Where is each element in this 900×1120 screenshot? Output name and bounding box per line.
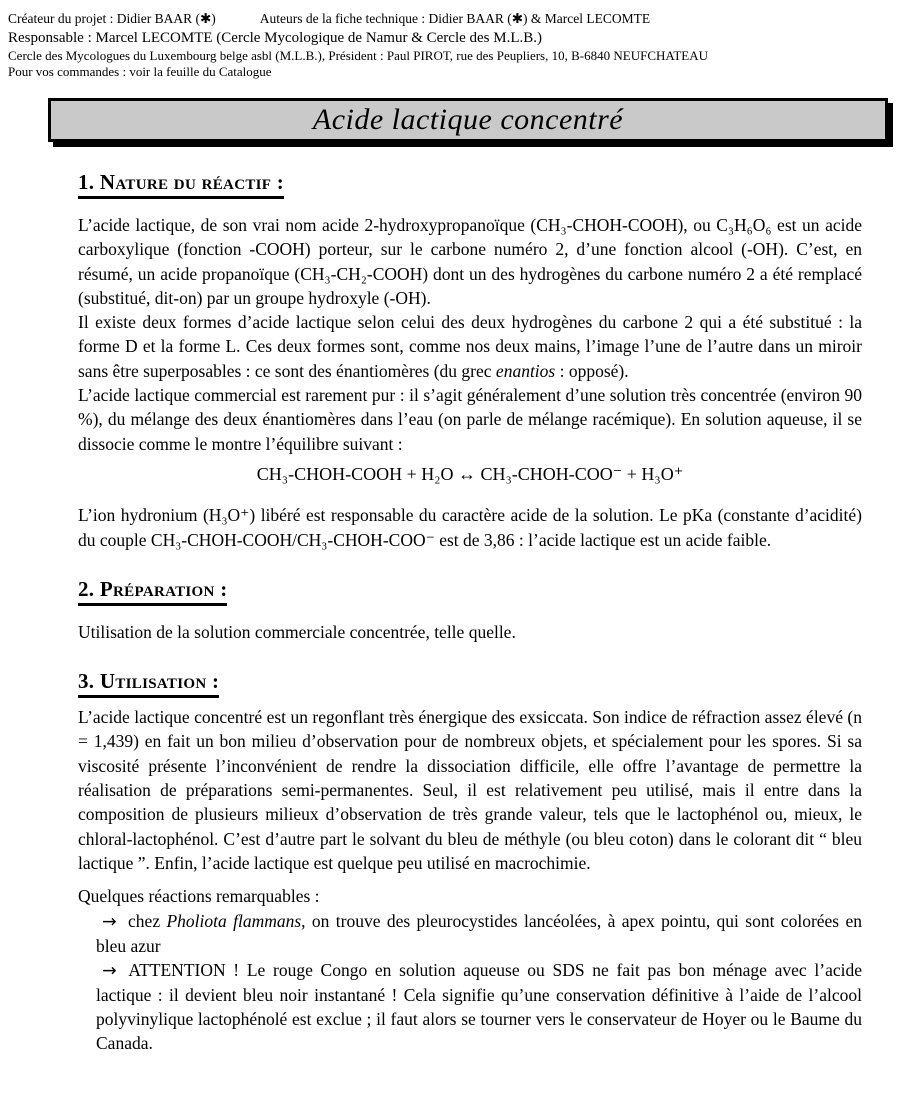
paragraph-commercial: L’acide lactique commercial est rarement pur : il s’agit généralement d’une solution très concentrée (environ 90 %), du mélange des deux énantiomères dans l’eau (on parle de mélange racémique). En solution aqueuse, il se dissocie comme le montre l’équilibre suivant :	[78, 385, 862, 454]
arrow-icon: →	[102, 911, 117, 932]
paragraph-hydronium: L’ion hydronium (H₃O⁺) libéré est responsable du caractère acide de la solution. Le pKa (constante d’acidité) du couple CH₃-CHOH-COOH/CH₃-CHOH-COO⁻ est de 3,86 : l’acide lactique est un acide faible.	[78, 505, 862, 550]
paragraph-preparation: Utilisation de la solution commerciale concentrée, telle quelle.	[78, 621, 516, 642]
authors-text: Auteurs de la fiche technique : Didier BAAR (✱) & Marcel LECOMTE	[259, 11, 651, 26]
header-line-commandes: Pour vos commandes : voir la feuille du Catalogue	[8, 63, 272, 79]
paragraph-deux-formes-italic: enantios	[495, 360, 556, 381]
page-title: Acide lactique concentré	[312, 103, 624, 136]
section-heading-nature-text: 1. Nature du réactif :	[78, 169, 284, 199]
section-heading-utilisation	[78, 668, 862, 698]
title-banner	[48, 98, 888, 142]
remark-pholiota-species: Pholiota flammans	[166, 910, 302, 931]
section-heading-nature	[78, 169, 862, 199]
header-line-cercle: Cercle des Mycologues du Luxembourg belge asbl (M.L.B.), Président : Paul PIROT, rue des Peupliers, 10, B-6840 NEUFCHATEAU	[8, 48, 708, 63]
remark-pholiota-text-a: chez	[121, 910, 167, 931]
remark-attention-text: ATTENTION ! Le rouge Congo en solution aqueuse ou SDS ne fait pas bon ménage avec l’acide lactique : il devient bleu noir instantané ! Cela signifie qu’une conservation définitive à l’aide de l’alcool polyvinylique lactophénolé est exclue ; il faut alors se tourner vers le conservateur de Hoyer ou le Baume du Canada.	[96, 959, 862, 1053]
arrow-icon: →	[102, 960, 117, 981]
chemical-equation: CH₃-CHOH-COOH + H₂O ↔ CH₃-CHOH-COO⁻ + H₃O⁺	[256, 463, 684, 484]
paragraph-deux-formes-text-b: : opposé).	[555, 360, 629, 381]
creator-text: Créateur du projet : Didier BAAR (✱)	[8, 11, 216, 26]
paragraph-acide-definition: L’acide lactique, de son vrai nom acide 2-hydroxypropanoïque (CH₃-CHOH-COOH), ou C₃H₆O₆ est un acide carboxylique (fonction -COOH) porteur, sur le carbone numéro 2, d’une fonction alcool (-OH). C’est, en résumé, un acide propanoïque (CH₃-CH₂-COOH) dont un des hydrogènes du carbone numéro 2 a été remplacé (substitué, dit-on) par un groupe hydroxyle (-OH).	[78, 215, 862, 308]
header-line-creator	[8, 9, 890, 28]
section-heading-preparation	[78, 576, 862, 606]
paragraph-utilisation: L’acide lactique concentré est un regonflant très énergique des exsiccata. Son indice de réfraction assez élevé (n = 1,439) en fait un bon milieu d’observation pour de nombreux objets, et spécialement pour les spores. Si sa viscosité présente l’inconvénient de rendre la dissociation difficile, elle offre l’avantage de permettre la réalisation de préparations semi-permanentes. Seul, il est relativement peu utilisé, mais il entre dans la composition de plusieurs milieux d’observation de très grande valeur, tels que le lactophénol ou, mieux, le chloral-lactophénol. C’est d’autre part le solvant du bleu de méthyle (ou bleu coton) dans le colorant dit “ bleu lactique ”. Enfin, l’acide lactique est quelque peu utilisé en macrochimie.	[78, 707, 862, 873]
section-heading-preparation-text: 2. Préparation :	[78, 576, 227, 606]
section-nature-paragraphs	[78, 213, 862, 456]
remark-item-attention	[96, 958, 862, 1055]
paragraph-deux-formes-text-a: Il existe deux formes d’acide lactique selon celui des deux hydrogènes du carbone 2 qui a été substitué : la forme D et la forme L. Ces deux formes sont, comme nos deux mains, l’image l’une de l’autre dans un miroir sans être superposables : ce sont des énantiomères (du grec	[78, 312, 862, 381]
paragraph-reactions-intro: Quelques réactions remarquables :	[78, 886, 320, 907]
header-line-responsable: Responsable : Marcel LECOMTE (Cercle Mycologique de Namur & Cercle des M.L.B.)	[8, 30, 543, 46]
remark-item-pholiota	[96, 909, 862, 958]
document-body	[78, 169, 862, 1055]
paragraph-deux-formes	[78, 310, 862, 383]
remark-pholiota-text-b: , on trouve des pleurocystides lancéolées, à apex pointu, qui sont colorées en bleu azur	[96, 910, 862, 956]
section-heading-utilisation-text: 3. Utilisation :	[78, 668, 219, 698]
document-header	[0, 0, 900, 79]
